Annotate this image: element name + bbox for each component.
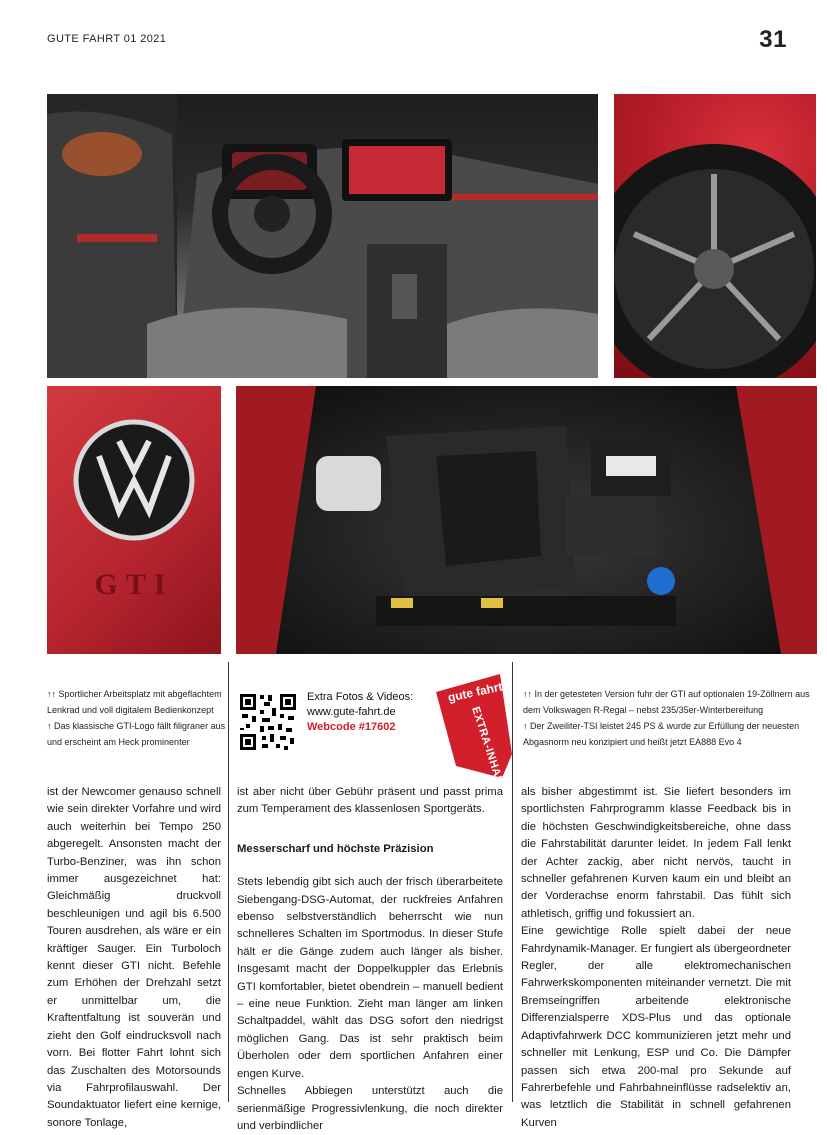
paragraph: Stets lebendig gibt sich auch der frisch überarbeitete Siebengang-DSG-Automat, der ruckfreies Anfahren ebenso selbstverständlich beherrscht wie nun schnelleres Schalten im Sportmodus. In dieser Stufe hält er die Gänge zudem auch länger als bisher. Insgesamt macht der Doppelkuppler das Erlebnis GTI komfortabler, bietet obendrein – manuell bedient – eine neue Funktion. Zieht man länger am linken Schaltpaddel, wählt das DSG sofort den niedrigst möglichen Gang. Das ist sehr praktisch beim Überholen oder dem sportlichen Anfahren einer engen Kurve.	[237, 876, 503, 1080]
engine-photo	[236, 386, 817, 654]
webcode: Webcode #17602	[307, 721, 396, 733]
subheading: Messerscharf und höchste Präzision	[237, 842, 434, 855]
extra-label: Extra Fotos & Videos:	[307, 691, 414, 703]
paragraph: ist aber nicht über Gebühr präsent und passt prima zum Temperament des klassenlosen Sportgeräts.	[237, 786, 503, 816]
caption-left	[47, 686, 227, 750]
caption-logo: ↑ Das klassische GTI-Logo fällt filigraner aus und erscheint am Heck prominenter	[47, 721, 226, 747]
qr-code[interactable]	[238, 692, 298, 752]
paragraph: Eine gewichtige Rolle spielt dabei der neue Fahrdynamik-Manager. Er fungiert als übergeordneter Regler, der alle elektromechanischen Fahrwerkskomponenten miteinander vernetzt. Die mit Bremseingriffen arbeitende elektronische Differenzialsperre XDS-Plus und das optionale Adaptivfahrwerk DCC kommunizieren jetzt mehr und schneller mit Lenkung, ESP und Co. Die Dämpfer passen sich etwa 200-mal pro Sekunde auf Fahrerbefehle und Fahrbahneinflüsse radselektiv an, was letztlich die Stabilität in schnell gefahrenen Kurven	[521, 925, 791, 1129]
gti-logo-text: GTI	[94, 568, 174, 601]
badge-label: EXTRA-INHALTE	[469, 705, 510, 778]
caption-interior: ↑↑ Sportlicher Arbeitsplatz mit abgeflachtem Lenkrad und voll digitalem Bedienkonzept	[47, 689, 222, 715]
wheel-photo	[614, 94, 816, 378]
extra-content-info	[307, 690, 413, 735]
caption-wheel: ↑↑ In der getesteten Version fuhr der GTI auf optionalen 19-Zöllnern aus dem Volkswagen R-Regal – nebst 235/35er-Winterbereifung	[523, 689, 810, 715]
column-divider	[228, 662, 229, 1102]
text-column-3	[521, 784, 791, 1132]
page-number: 31	[759, 26, 787, 53]
interior-photo	[47, 94, 598, 378]
paragraph: Schnelles Abbiegen unterstützt auch die serienmäßige Progressivlenkung, die noch direkter und verbindlicher	[237, 1085, 503, 1132]
badge-brand: gute fahrt	[446, 679, 504, 705]
column-divider	[512, 662, 513, 1102]
extra-inhalte-badge	[436, 674, 512, 778]
vw-gti-logo-photo	[47, 386, 221, 654]
caption-right	[523, 686, 823, 750]
text-column-1	[47, 784, 221, 1132]
text-column-2	[237, 784, 503, 1135]
paragraph: als bisher abgestimmt ist. Sie liefert besonders im sportlichsten Fahrprogramm klasse Feedback bis in die höchsten Geschwindigkeitsbereiche, ohne dass die Fahrstabilität darunter leidet. In jedem Fall lenkt der Achter zackig, aber nicht nervös, taucht in schneller gefahrenen Kurven kaum ein und bleibt an der Vorderachse enorm fahrstabil. Das fühlt sich athletisch, griffig und fokussiert an.	[521, 786, 791, 920]
magazine-issue-header: GUTE FAHRT 01 2021	[47, 33, 167, 45]
caption-engine: ↑ Der Zweiliter-TSI leistet 245 PS & wurde zur Erfüllung der neuesten Abgasnorm neu konzipiert und heißt jetzt EA888 Evo 4	[523, 721, 800, 747]
paragraph: ist der Newcomer genauso schnell wie sein direkter Vorfahre und wird auch weiterhin bei Tempo 250 abgeregelt. Ansonsten macht der Turbo-Benziner, was ihn schon immer ausgezeichnet hat: Gleichmäßig druckvoll beschleunigen und agil bis 6.500 Touren ausdrehen, als wäre er ein kräftiger Sauger. Ein Turboloch kennt dieser GTI nicht. Befehle zum Erhöhen der Drehzahl setzt er unmittelbar um, die Kraftentfaltung ist souverän und zieht den Golf eindrucksvoll nach vorn. Bei flotter Fahrt lohnt sich das Zuschalten des Motorsounds via Fahrprofilauswahl. Der Soundaktuator liefert eine kernige, sonore Tonlage,	[47, 786, 221, 1129]
extra-url-link[interactable]: www.gute-fahrt.de	[307, 706, 396, 718]
